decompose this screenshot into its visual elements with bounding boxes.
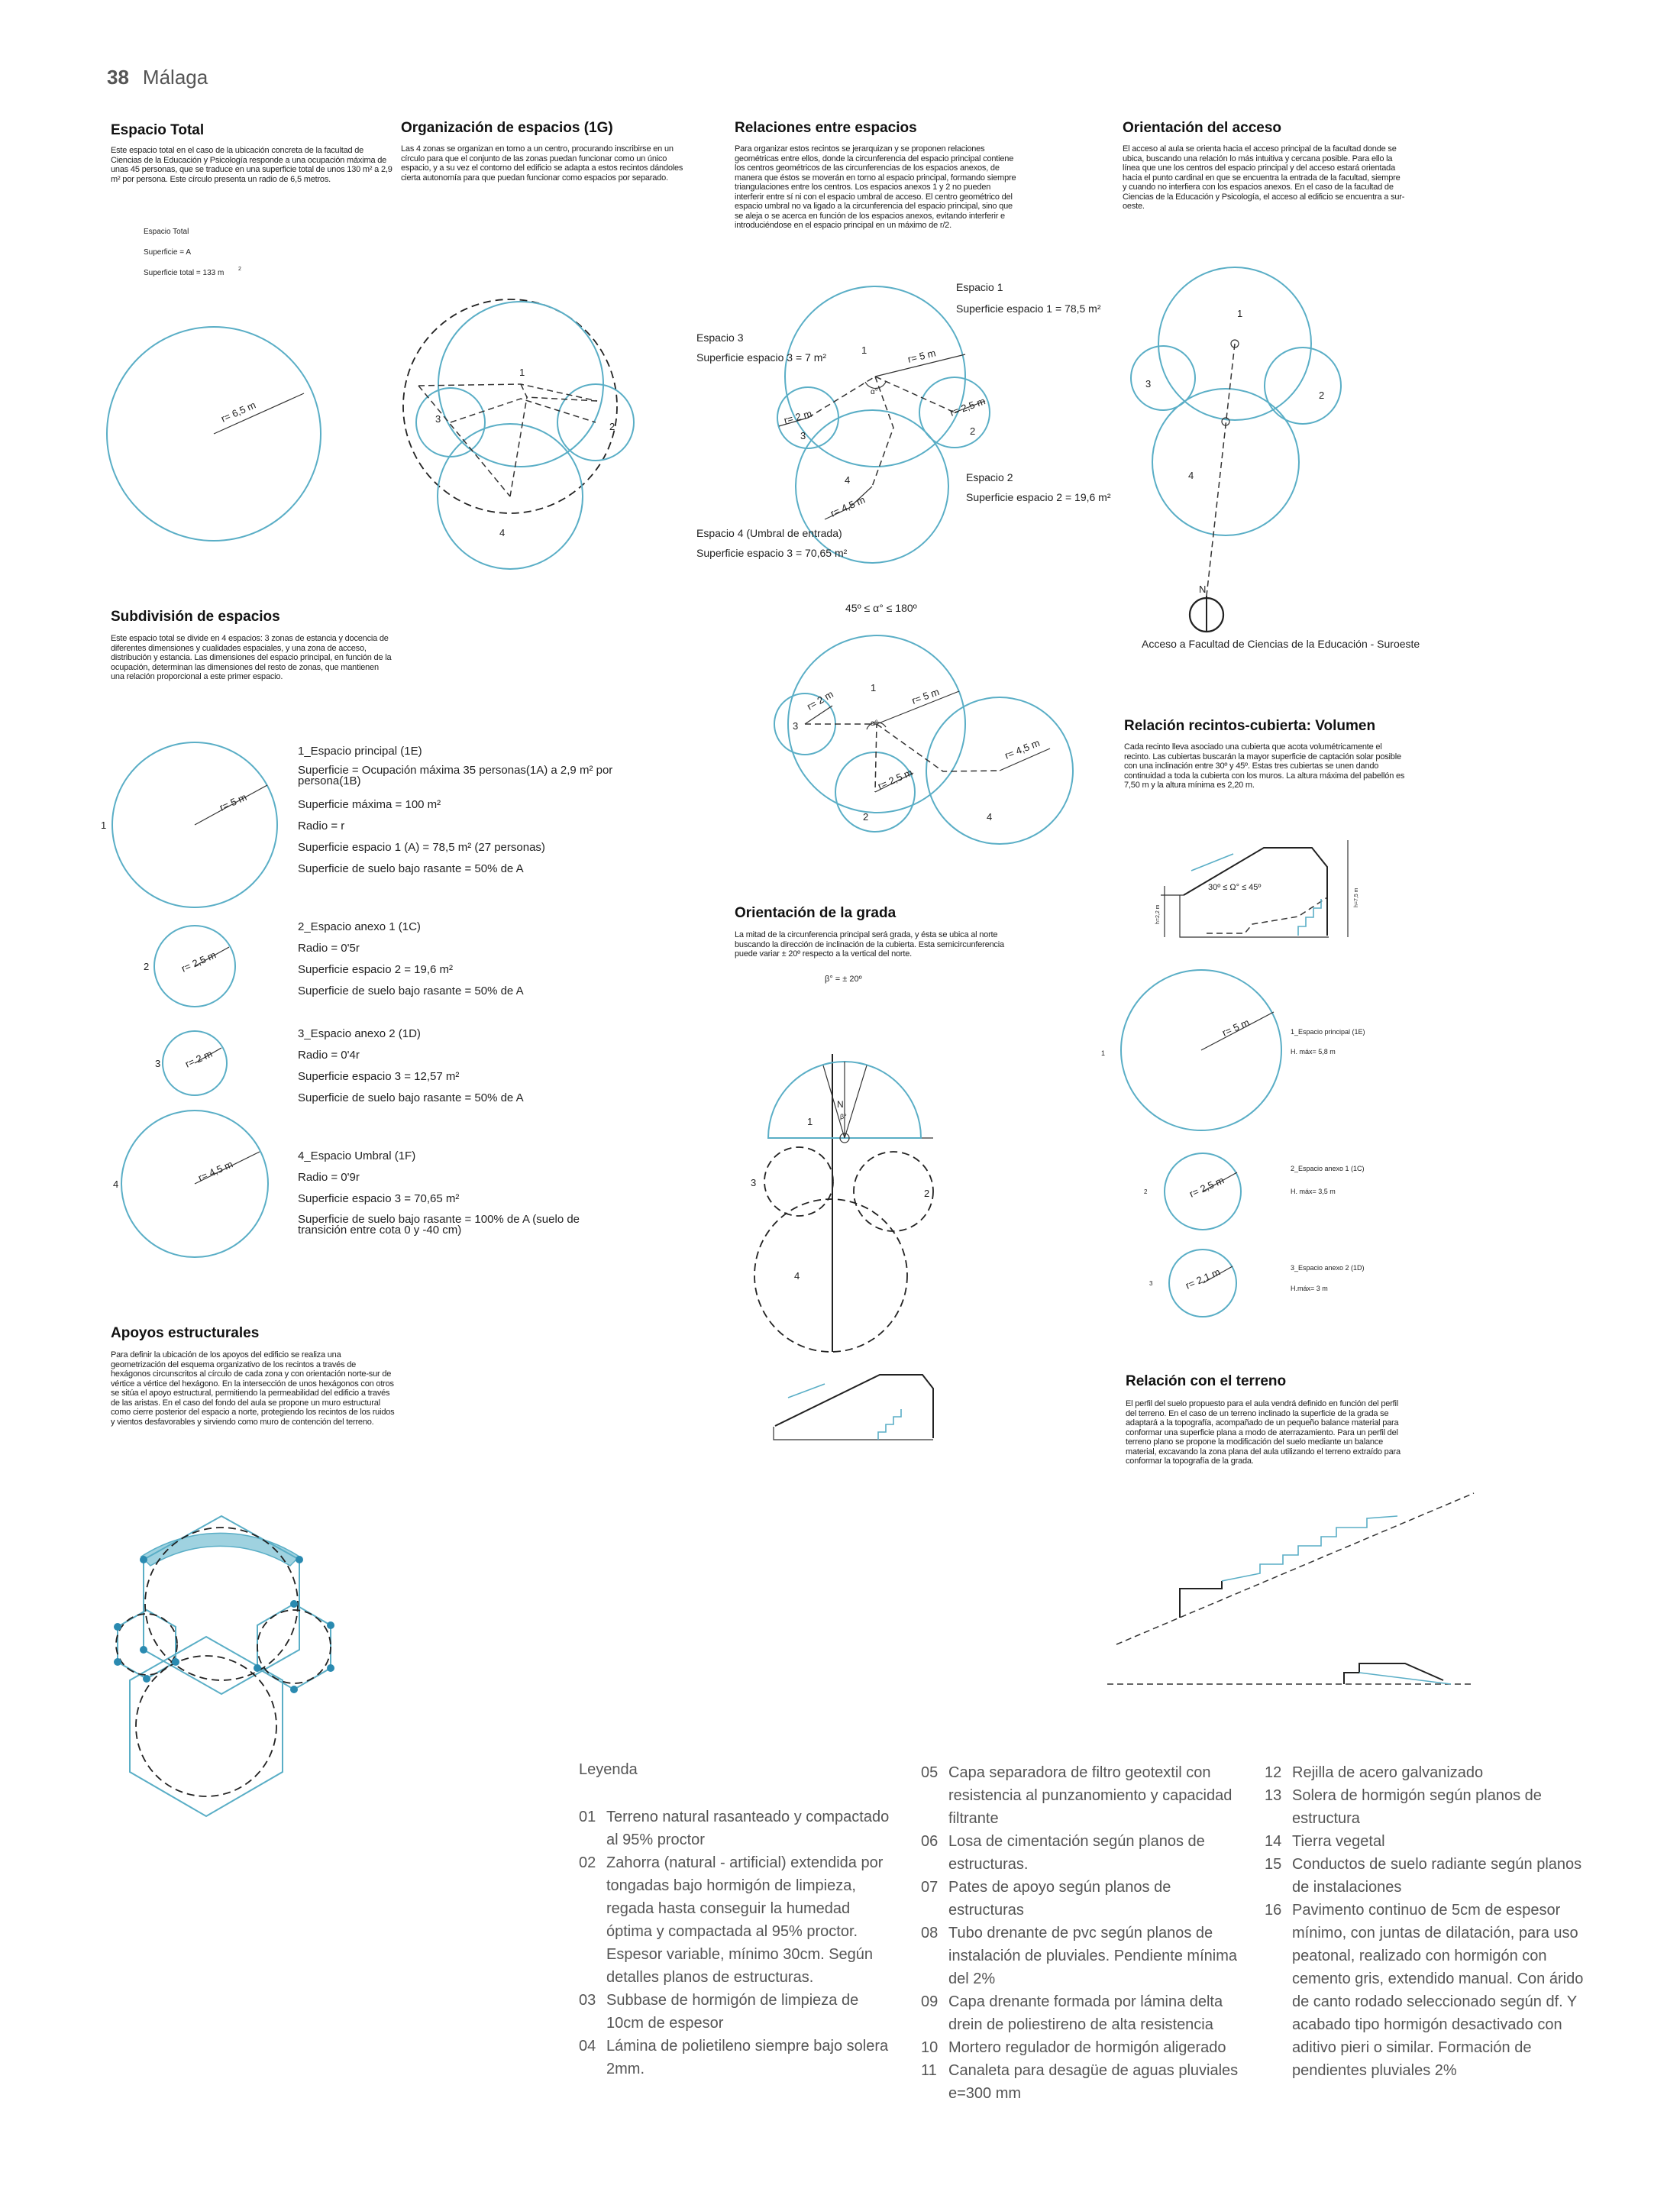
legend-item: 03 Subbase de hormigón de limpieza de 10cm de espesor [579, 1992, 859, 2032]
section-title-espacio-total: Espacio Total [111, 122, 205, 138]
section-body-organizacion: Las 4 zonas se organizan en torno a un centro, procurando inscribirse en un círculo para que el conjunto de las zonas puedan funcionar como un único espacio, y a su vez el contorno del edificio se adapta a estos recintos dándoles cierta autonomía para que puedan funcionar como espacios por separado. [401, 144, 683, 183]
subdivision-diagram [101, 742, 277, 1257]
legend-item: 10 Mortero regulador de hormigón aligerado [921, 2039, 1226, 2056]
org-num-4: 4 [499, 527, 506, 538]
hexagon-4 [130, 1637, 283, 1816]
label-espacio-total: Espacio Total [144, 228, 189, 236]
espacio-total-diagram [107, 327, 321, 541]
acc-north: N [1199, 584, 1207, 595]
rel-num-4: 4 [845, 474, 851, 486]
acc-num-2: 2 [1319, 390, 1325, 401]
rel-label-e2b: Superficie espacio 2 = 19,6 m² [966, 491, 1111, 503]
rel2-num-4: 4 [987, 811, 993, 823]
section-body-relacion-terreno: El perfil del suelo propuesto para el aula vendrá definido en función del perfil del terreno. En el caso de un terreno inclinado la superficie de la grada se adaptará a la topografía, acompañado de un pequeño balance material para conformar una superficie plana a modo de aterrazamiento. Para un perfil del terreno plano se propone la modificación del suelo mediante un balance material, excavando la zona plana del aula utilizando el terreno extraído para conformar la topografía de la grada. [1126, 1399, 1401, 1466]
rel2-num-3: 3 [793, 720, 799, 732]
cub-height-1: H. máx= 5,8 m [1291, 1048, 1336, 1056]
sub-item-4-line-2: Superficie espacio 3 = 70,65 m² [298, 1192, 460, 1205]
org-num-1: 1 [519, 367, 525, 378]
grada-diagram [751, 1054, 933, 1440]
sub-radius-1: r= 5 m [218, 790, 249, 813]
cub-name-1: 1_Espacio principal (1E) [1291, 1028, 1365, 1036]
rel-radius-3: r= 2 m [782, 407, 813, 426]
sub-item-2 [298, 920, 619, 1002]
legend-item: 07 Pates de apoyo según planos de estructuras [921, 1879, 1171, 1919]
espacio-total-radius-label: r= 6,5 m [219, 399, 258, 425]
sub-num-2: 2 [144, 961, 150, 972]
apoyos-diagram [114, 1516, 334, 1816]
legend-item: 14 Tierra vegetal [1265, 1833, 1385, 1850]
sub-num-4: 4 [113, 1178, 119, 1190]
section-title-subdivision: Subdivisión de espacios [111, 609, 280, 625]
legend-item: 13 Solera de hormigón según planos de estructura [1265, 1787, 1542, 1827]
section-body-relaciones: Para organizar estos recintos se jerarquizan y se proponen relaciones geométricas entre ellos, donde la circunferencia del espacio principal contiene los centros geométricos de las circunferencias de los espacios anexos, de manera que éstos se moverán en torno al espacio principal, formando siempre triangulaciones entre los centros. Los espacios anexos 1 y 2 no pueden interferir entre sí ni con el espacio umbral de acceso. El centro geométrico del espacio umbral no va ligado a la circunferencia del espacio principal, sino que se aleja o se acerca en función de los espacios anexos, evitando interferir e introduciéndose en el espacio principal en un máximo de r/2. [735, 144, 1016, 230]
sub-item-3 [298, 1027, 619, 1109]
page-city: Málaga [142, 66, 208, 89]
section-title-apoyos: Apoyos estructurales [111, 1325, 260, 1341]
legend-item: 05 Capa separadora de filtro geotextil con resistencia al punzanomiento y capacidad filtrante [921, 1764, 1233, 1827]
legend-title: Leyenda [579, 1761, 638, 1778]
section-title-relacion-terreno: Relación con el terreno [1126, 1373, 1287, 1389]
cubierta-diagram [1101, 840, 1365, 1317]
grada-num-2: 2 [924, 1188, 930, 1199]
rel-num-3: 3 [800, 430, 806, 441]
cub-dim-2: h=2,2 m [1155, 904, 1161, 924]
label-superficie: Superficie = A [144, 248, 191, 257]
section-title-relacion-cubierta: Relación recintos-cubierta: Volumen [1124, 718, 1376, 734]
legend-column-2 [921, 1761, 1242, 2105]
section-body-orientacion-acceso: El acceso al aula se orienta hacia el acceso principal de la facultad donde se ubica, buscando una relación lo más intuitiva y cercana posible. Para ello la línea que une los centros del espacio principal y del acceso estará orientada hacia el punto cardinal en que se encuentra la entrada de la facultad, siempre y cuando no interfiera con los espacios anexos. En el caso de la facultad de Ciencias de la Educación y Psicología, el acceso al edificio se encuentra a sur-oeste. [1123, 144, 1405, 211]
section-title-orientacion-acceso: Orientación del acceso [1123, 120, 1282, 136]
legend-column-3 [1265, 1761, 1585, 2082]
rel2-radius-2: r= 2,5 m [876, 766, 915, 792]
sub-item-1-line-2: Superficie máxima = 100 m² [298, 798, 441, 811]
hexagon-2 [257, 1604, 331, 1689]
legend-item: 09 Capa drenante formada por lámina delta drein de poliestireno de alta resistencia [921, 1993, 1223, 2033]
cub-height-2: H. máx= 3,5 m [1291, 1188, 1336, 1195]
rel-radius-1: r= 5 m [906, 347, 937, 365]
sub-radius-4: r= 4,5 m [196, 1158, 235, 1184]
sub-item-2-line-3: Superficie de suelo bajo rasante = 50% de A [298, 984, 524, 997]
sub-item-2-line-1: Radio = 0'5r [298, 942, 360, 955]
section-body-espacio-total: Este espacio total en el caso de la ubicación concreta de la facultad de Ciencias de la Educación y Psicología responde a una ocupación máxima de unas 45 personas, que se traduce en una superficie total de unos 130 m² a 2,9 m² por persona. Este círculo presenta un radio de 6,5 metros. [111, 146, 393, 184]
sub-item-4-line-1: Radio = 0'9r [298, 1171, 360, 1184]
cub-radius-1: r= 5 m [1220, 1016, 1252, 1039]
sub-item-4-title: 4_Espacio Umbral (1F) [298, 1149, 416, 1162]
rel-label-e1b: Superficie espacio 1 = 78,5 m² [956, 302, 1101, 315]
section-title-organizacion: Organización de espacios (1G) [401, 120, 613, 136]
cub-angle: 30º ≤ Ω° ≤ 45º [1208, 883, 1262, 892]
legend-item: 11 Canaleta para desagüe de aguas pluviales e=300 mm [921, 2062, 1239, 2102]
legend-item: 15 Conductos de suelo radiante según planos de instalaciones [1265, 1856, 1582, 1896]
relaciones-diagram-2 [774, 635, 1073, 844]
sub-item-3-line-2: Superficie espacio 3 = 12,57 m² [298, 1070, 460, 1083]
rel2-radius-3: r= 2 m [805, 687, 835, 713]
rel-radius-4: r= 4,5 m [829, 493, 867, 519]
cub-height-3: H.máx= 3 m [1291, 1285, 1328, 1292]
rel2-num-1: 1 [871, 682, 877, 693]
legend-item: 08 Tubo drenante de pvc según planos de instalación de pluviales. Pendiente mínima del 2% [921, 1925, 1237, 1987]
rel-angle: α° [871, 388, 878, 396]
sub-item-3-title: 3_Espacio anexo 2 (1D) [298, 1027, 421, 1040]
acc-circle-4 [1152, 389, 1299, 535]
acc-num-3: 3 [1145, 378, 1152, 390]
cub-num-2: 2 [1144, 1188, 1148, 1195]
cub-radius-2: r= 2,5 m [1187, 1174, 1226, 1200]
rel-num-1: 1 [861, 344, 867, 356]
rel-num-2: 2 [970, 425, 976, 437]
sub-radius-2: r= 2,5 m [179, 949, 218, 975]
relaciones-diagram-1 [777, 286, 990, 563]
support-points [114, 1556, 334, 1693]
sub-item-1-line-3: Radio = r [298, 820, 345, 833]
sub-radius-3: r= 2 m [183, 1047, 215, 1070]
section-title-orientacion-grada: Orientación de la grada [735, 905, 897, 921]
section-body-orientacion-grada: La mitad de la circunferencia principal será grada, y ésta se ubica al norte buscando la dirección de inclinación de la cubierta. Esta semicircunferencia puede variar ± 20º respecto a la vertical del norte. [735, 930, 1004, 959]
rel-angle-range: 45º ≤ α° ≤ 180º [845, 602, 917, 614]
rel2-angle: α° [871, 719, 878, 728]
sub-num-1: 1 [101, 820, 107, 831]
acc-circle-2 [1265, 348, 1341, 424]
legend-item: 04 Lámina de polietileno siempre bajo solera 2mm. [579, 2038, 889, 2077]
org-num-2: 2 [609, 421, 615, 432]
sub-item-3-line-1: Radio = 0'4r [298, 1049, 360, 1062]
sub-item-4 [298, 1149, 588, 1236]
legend-column-1 [579, 1806, 900, 2080]
sub-item-2-line-2: Superficie espacio 2 = 19,6 m² [298, 963, 454, 976]
acc-num-4: 4 [1188, 470, 1194, 481]
section-title-relaciones: Relaciones entre espacios [735, 120, 917, 136]
cub-radius-3: r= 2,1 m [1184, 1266, 1223, 1292]
sub-item-1-title: 1_Espacio principal (1E) [298, 745, 422, 758]
legend-item: 01 Terreno natural rasanteado y compactado al 95% proctor [579, 1809, 890, 1848]
sub-item-1 [298, 745, 619, 880]
rel-label-e3b: Superficie espacio 3 = 7 m² [696, 351, 827, 364]
section-body-subdivision: Este espacio total se divide en 4 espacios: 3 zonas de estancia y docencia de diferentes dimensiones y cualidades espaciales, y una zona de acceso, distribución y estancia. Las dimensiones del espacio principal, en función de la ocupación, determinan las dimensiones del resto de zonas, que mantienen una relación proporcional a este primer espacio. [111, 634, 392, 681]
rel2-radius-4: r= 4,5 m [1003, 736, 1042, 761]
grada-angle: β° = ± 20º [825, 975, 862, 984]
section-body-apoyos: Para definir la ubicación de los apoyos del edificio se realiza una geometrización del esquema organizativo de los recintos a través de hexágonos circunscritos al círculo de cada zona y con orientación norte-sur de vértice a vértice del hexágono. En la intersección de unos hexágonos con otros se sitúa el apoyo estructural, permitiendo la permeabilidad del edificio a través de las aristas. En el caso del fondo del aula se propone un muro estructural como cierre posterior del espacio a norte, protegiendo los recintos de los ruidos y vientos desfavorables y sirviendo como muro de contención del terreno. [111, 1350, 395, 1427]
sub-item-2-title: 2_Espacio anexo 1 (1C) [298, 920, 421, 933]
rel2-radius-1: r= 5 m [909, 685, 942, 706]
grada-dashed-4 [754, 1199, 907, 1352]
cub-name-3: 3_Espacio anexo 2 (1D) [1291, 1264, 1365, 1272]
grada-dashed-2 [854, 1152, 933, 1231]
legend-item: 16 Pavimento continuo de 5cm de espesor mínimo, con juntas de dilatación, para uso peatonal, realizado con hormigón con cemento gris, extendido manual. Con árido de canto rodado seleccionado según df. Y acabado tipo hormigón desactivado con aditivo pieri o similar. Formación de pendientes pluviales 2% [1265, 1902, 1584, 2079]
sub-item-3-line-3: Superficie de suelo bajo rasante = 50% de A [298, 1091, 524, 1104]
rel-radius-2: r= 2,5 m [948, 395, 987, 419]
rel-label-e3a: Espacio 3 [696, 331, 744, 344]
page-number: 38 [107, 66, 129, 89]
cub-num-3: 3 [1149, 1280, 1153, 1287]
rel-label-e4a: Espacio 4 (Umbral de entrada) [696, 527, 842, 539]
cub-dim-1: h=7,5 m [1354, 887, 1359, 907]
rel2-num-2: 2 [863, 811, 869, 823]
sub-item-1-line-4: Superficie espacio 1 (A) = 78,5 m² (27 personas) [298, 841, 545, 854]
cub-name-2: 2_Espacio anexo 1 (1C) [1291, 1165, 1365, 1172]
sub-item-1-line-1: Superficie = Ocupación máxima 35 personas(1A) a 2,9 m² por persona(1B) [298, 764, 613, 787]
section-body-relacion-cubierta: Cada recinto lleva asociado una cubierta que acota volumétricamente el recinto. Las cubiertas buscarán la mayor superficie de captación solar posible con una inclinación entre 30º y 45º. Estas tres cubiertas se unen dando continuidad a toda la cubierta con los muros. La altura máxima del pabellón es 7,50 m y la altura mínima es 2,20 m. [1124, 742, 1405, 790]
label-superficie-total: Superficie total = 133 m [144, 269, 225, 277]
grada-north: N [837, 1099, 844, 1110]
legend-item: 02 Zahorra (natural - artificial) extendida por tongadas bajo hormigón de limpieza, regada hasta conseguir la humedad óptima y compactada al 95% proctor. Espesor variable, mínimo 30cm. Según detalles planos de estructuras. [579, 1854, 884, 1986]
legend-item: 06 Losa de cimentación según planos de estructuras. [921, 1833, 1205, 1873]
orientacion-acceso-diagram [1131, 267, 1341, 632]
cub-num-1: 1 [1101, 1049, 1106, 1057]
rel-label-e4b: Superficie espacio 3 = 70,65 m² [696, 547, 848, 559]
acc-caption: Acceso a Facultad de Ciencias de la Educación - Suroeste [1142, 638, 1420, 650]
legend-item: 12 Rejilla de acero galvanizado [1265, 1764, 1484, 1781]
acc-num-1: 1 [1237, 308, 1243, 319]
org-num-3: 3 [435, 413, 441, 425]
sub-item-1-line-5: Superficie de suelo bajo rasante = 50% de A [298, 862, 524, 875]
rel-label-e1a: Espacio 1 [956, 281, 1003, 293]
sub-item-4-line-3: Superficie de suelo bajo rasante = 100% de A (suelo de transición entre cota 0 y -40 cm) [298, 1213, 580, 1237]
grada-num-1: 1 [807, 1116, 813, 1127]
sub-num-3: 3 [155, 1058, 161, 1069]
grada-num-4: 4 [794, 1270, 800, 1282]
grada-beta: β° [840, 1113, 847, 1120]
rel-label-e2a: Espacio 2 [966, 471, 1013, 483]
label-superscript: 2 [238, 267, 241, 272]
terreno-diagram [1107, 1493, 1474, 1684]
grada-dashed-3 [764, 1147, 833, 1216]
organizacion-diagram [403, 299, 634, 569]
grada-num-3: 3 [751, 1177, 757, 1188]
